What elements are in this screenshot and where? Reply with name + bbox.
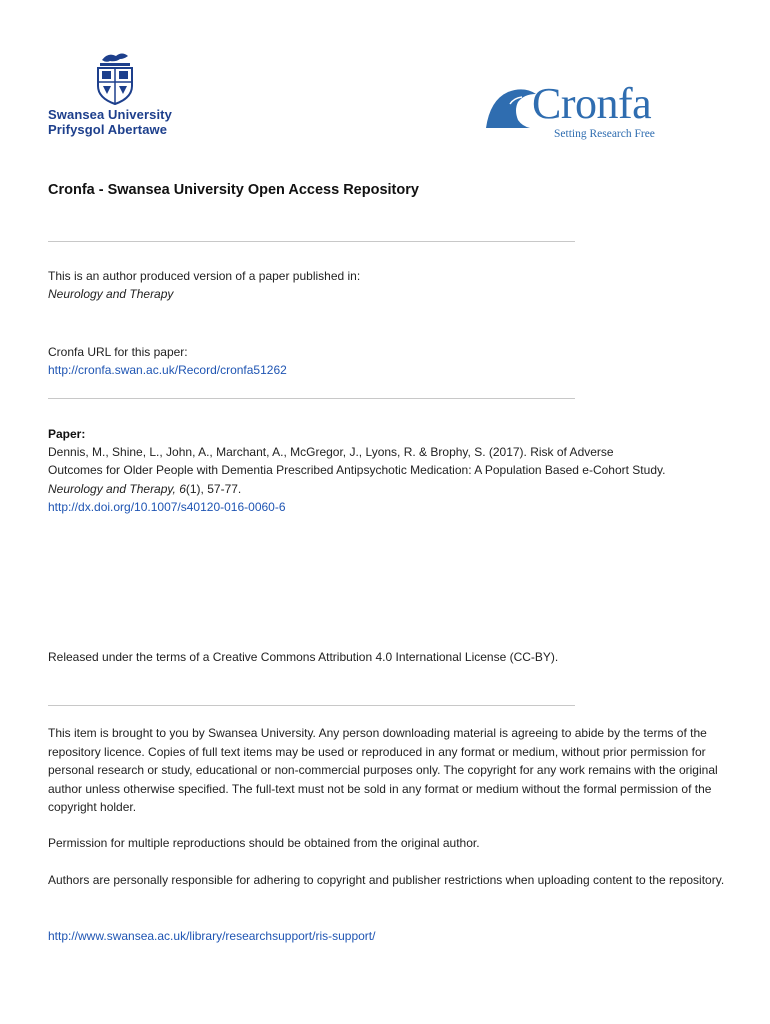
cronfa-tagline: Setting Research Free (554, 128, 655, 140)
doi-link[interactable]: http://dx.doi.org/10.1007/s40120-016-0060-6 (48, 500, 286, 514)
university-name-english: Swansea University (48, 107, 172, 122)
responsibility-paragraph: Authors are personally responsible for adhering to copyright and publisher restrictions when uploading content to the repository. (48, 873, 725, 887)
published-in-journal: Neurology and Therapy (48, 287, 174, 301)
cronfa-logo (484, 79, 674, 148)
citation-journal: Neurology and Therapy, (48, 482, 176, 496)
cronfa-url-label: Cronfa URL for this paper: (48, 345, 188, 359)
divider (48, 241, 575, 242)
university-crest-icon (92, 50, 138, 106)
support-url-link[interactable]: http://www.swansea.ac.uk/library/researchsupport/ris-support/ (48, 929, 376, 943)
paper-heading: Paper: (48, 427, 86, 441)
citation-line-2: Outcomes for Older People with Dementia Prescribed Antipsychotic Medication: A Population Based e-Cohort Study. (48, 463, 666, 477)
citation-issue-pages: (1), 57-77. (185, 482, 242, 496)
page-title: Cronfa - Swansea University Open Access Repository (48, 182, 419, 198)
license-statement: Released under the terms of a Creative Commons Attribution 4.0 International License (CC-BY). (48, 650, 559, 664)
university-name-welsh: Prifysgol Abertawe (48, 122, 168, 137)
citation-volume: 6 (179, 482, 186, 496)
swansea-university-logo (48, 50, 188, 140)
cronfa-wordmark: Cronfa (532, 79, 652, 128)
divider (48, 705, 575, 706)
terms-paragraph: This item is brought to you by Swansea University. Any person downloading material is agreeing to abide by the terms of the repository licence. Copies of full text items may be used or reproduced in any format or medium, without prior permission for personal research or study, educational or non-commercial purposes only. The copyright for any work remains with the original author unless otherwise specified. The full-text must not be sold in any format or medium without the formal permission of the copyright holder. (48, 726, 718, 814)
published-in-intro: This is an author produced version of a paper published in: (48, 269, 361, 283)
cronfa-url-link[interactable]: http://cronfa.swan.ac.uk/Record/cronfa51262 (48, 363, 287, 377)
citation-source (48, 480, 241, 498)
citation-line-1: Dennis, M., Shine, L., John, A., Marchant, A., McGregor, J., Lyons, R. & Brophy, S. (2017). Risk of Adverse (48, 445, 614, 459)
permission-paragraph: Permission for multiple reproductions should be obtained from the original author. (48, 836, 480, 850)
divider (48, 398, 575, 399)
